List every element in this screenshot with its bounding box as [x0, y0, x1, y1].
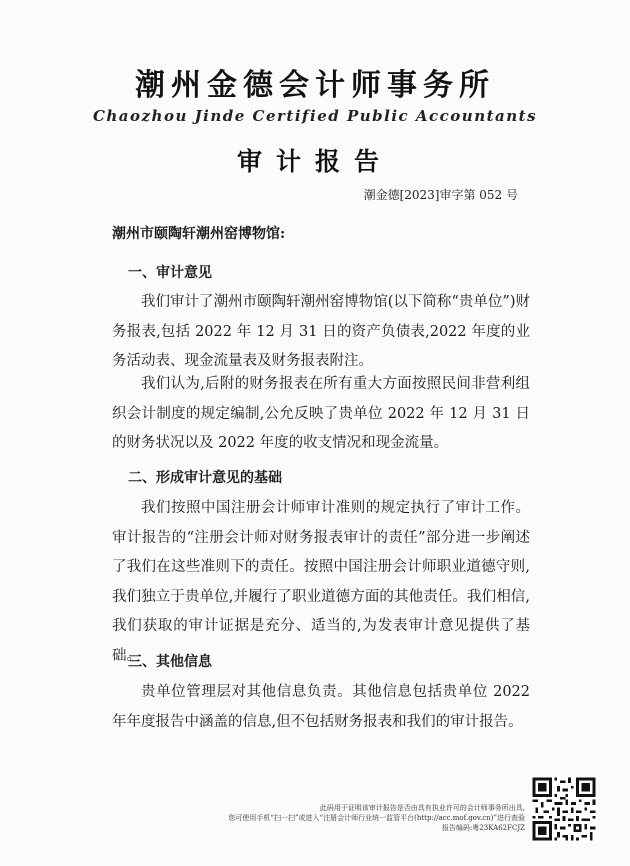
paragraph-audit-opinion: 我们认为,后附的财务报表在所有重大方面按照民间非营利组织会计制度的规定编制,公允反映了贵单位 2022 年 12 月 31 日的财务状况以及 2022 年度的收支情况和现金流量。	[112, 376, 530, 451]
section-heading-other-info: 三、其他信息	[128, 654, 212, 670]
firm-name-english: Chaozhou Jinde Certified Public Accountants	[92, 107, 538, 125]
verification-qr-code[interactable]	[530, 775, 598, 843]
paragraph-other-info: 贵单位管理层对其他信息负责。其他信息包括贵单位 2022 年年度报告中涵盖的信息,但不包括财务报表和我们的审计报告。	[112, 684, 530, 730]
report-title: 审计报告	[236, 147, 393, 176]
paragraph-basis: 我们按照中国注册会计师审计准则的规定执行了审计工作。审计报告的“注册会计师对财务报表审计的责任”部分进一步阐述了我们在这些准则下的责任。按照中国注册会计师职业道德守则,我们独立于贵单位,并履行了职业道德方面的其他责任。我们相信,我们获取的审计证据是充分、适当的,为发表审计意见提供了基础。	[112, 500, 530, 664]
section-heading-audit-opinion: 一、审计意见	[128, 265, 212, 281]
report-reference-number: 潮金德[2023]审字第 052 号	[363, 188, 518, 202]
footer-line-2: 您可使用手机“扫一扫”或进入“注册会计师行业统一监管平台(http://acc.mof.gov.cn)”进行查验	[228, 814, 525, 822]
footer-line-1: 此码用于证明该审计报告是否由具有执业许可的会计师事务所出具,	[319, 804, 525, 812]
addressee: 潮州市颐陶轩潮州窑博物馆:	[112, 226, 286, 242]
firm-name: 潮州金德会计师事务所	[135, 68, 495, 103]
paragraph-audit-scope: 我们审计了潮州市颐陶轩潮州窑博物馆(以下简称“贵单位”)财务报表,包括 2022 年 12 月 31 日的资产负债表,2022 年度的业务活动表、现金流量表及财务报表附注。	[112, 294, 530, 369]
verification-footer	[205, 803, 525, 833]
footer-line-3: 报告编码:粤23KA62FCJZ	[441, 824, 525, 832]
section-heading-basis: 二、形成审计意见的基础	[128, 470, 282, 486]
